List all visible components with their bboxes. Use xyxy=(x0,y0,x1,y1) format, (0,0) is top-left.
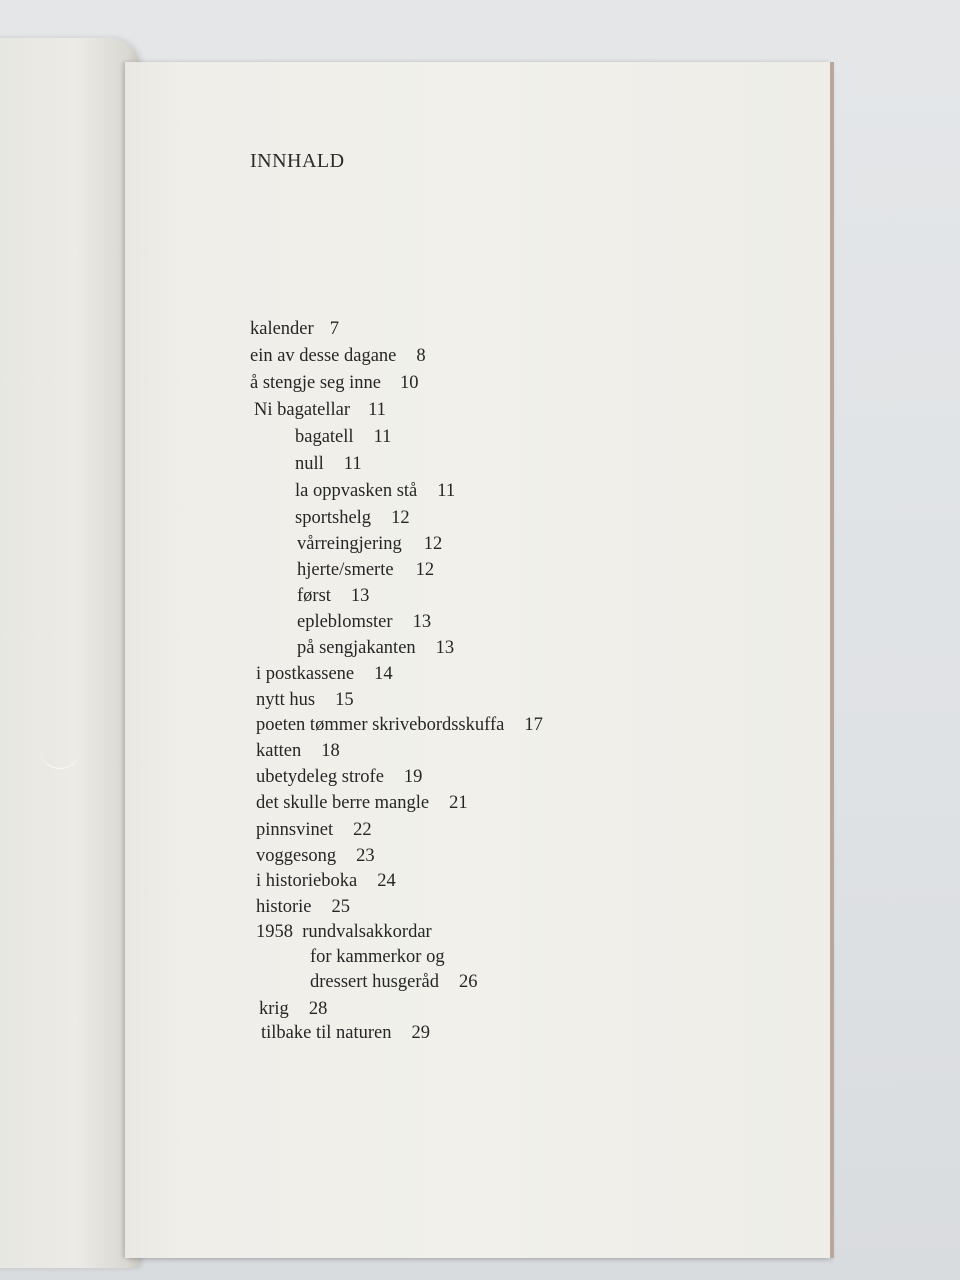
toc-entry-page: 12 xyxy=(423,534,443,554)
toc-entry xyxy=(297,585,369,607)
toc-entry-title: la oppvasken stå xyxy=(295,481,418,501)
toc-entry xyxy=(295,426,391,448)
toc-entry-title: poeten tømmer skrivebordsskuffa xyxy=(256,715,505,735)
toc-entry-title: for kammerkor og xyxy=(310,947,445,967)
toc-entry xyxy=(250,318,339,340)
toc-entry-page: 11 xyxy=(437,481,456,501)
toc-entry xyxy=(256,896,350,918)
toc-entry-page: 23 xyxy=(356,846,375,866)
toc-entry xyxy=(259,998,327,1020)
toc-entry xyxy=(295,480,455,502)
toc-entry-page: 11 xyxy=(343,454,362,474)
toc-entry xyxy=(256,663,393,685)
toc-entry-title: krig xyxy=(259,999,289,1019)
page-title: INNHALD xyxy=(250,150,345,172)
toc-entry xyxy=(256,689,354,711)
toc-entry-title: voggesong xyxy=(256,846,337,866)
toc-entry-page: 8 xyxy=(416,346,426,366)
toc-entry-page: 22 xyxy=(353,820,372,840)
toc-entry-page: 21 xyxy=(449,793,468,813)
toc-entry-title: ubetydeleg strofe xyxy=(256,767,384,787)
toc-entry-title: epleblomster xyxy=(297,612,393,632)
toc-entry-title: i postkassene xyxy=(256,664,355,684)
toc-entry-title: pinnsvinet xyxy=(256,820,334,840)
toc-entry xyxy=(295,453,362,475)
toc-entry-page: 10 xyxy=(400,373,419,393)
toc-entry-page: 15 xyxy=(335,690,354,710)
toc-entry-title: katten xyxy=(256,741,302,761)
toc-entry-page: 11 xyxy=(368,400,386,420)
toc-entry-page: 28 xyxy=(308,999,328,1019)
toc-entry-title: å stengje seg inne xyxy=(250,373,381,393)
toc-entry-page: 7 xyxy=(329,319,339,339)
toc-entry-page: 19 xyxy=(403,767,423,787)
toc-entry xyxy=(256,870,396,892)
toc-entry xyxy=(297,533,442,555)
toc-entry-page: 12 xyxy=(391,508,410,528)
toc-entry-title: tilbake til naturen xyxy=(261,1023,392,1043)
toc-entry-title: på sengjakanten xyxy=(297,638,416,658)
toc-entry-title: kalender xyxy=(250,319,314,339)
toc-entry-page: 25 xyxy=(331,897,350,917)
toc-entry-title: først xyxy=(297,586,331,606)
toc-entry xyxy=(256,792,468,814)
toc-entry-title: null xyxy=(295,454,324,474)
toc-entry-page: 13 xyxy=(435,638,455,658)
toc-entry-title: vårreingjering xyxy=(297,534,402,554)
toc-entry-title: sportshelg xyxy=(295,508,372,528)
toc-entry-title: ein av desse dagane xyxy=(250,346,397,366)
toc-entry xyxy=(250,345,426,367)
toc-entry-title: det skulle berre mangle xyxy=(256,793,430,813)
toc-entry-title: dressert husgeråd xyxy=(310,972,439,992)
toc-entry xyxy=(310,971,477,993)
toc-entry-title: bagatell xyxy=(295,427,354,447)
toc-entry-page: 14 xyxy=(374,664,393,684)
toc-entry-title: i historieboka xyxy=(256,871,358,891)
toc-entry xyxy=(256,845,375,867)
toc-entry xyxy=(297,611,431,633)
toc-entry xyxy=(256,714,543,736)
toc-entry-title: historie xyxy=(256,897,312,917)
toc-entry-page: 26 xyxy=(458,972,478,992)
toc-entry xyxy=(256,766,422,788)
toc-entry-title: hjerte/smerte xyxy=(297,560,394,580)
toc-entry xyxy=(310,946,445,968)
toc-entry-page: 24 xyxy=(377,871,396,891)
toc-entry xyxy=(295,507,410,529)
toc-entry xyxy=(256,740,340,762)
toc-entry-page: 17 xyxy=(524,715,543,735)
toc-entry-page: 13 xyxy=(412,612,432,632)
toc-entry xyxy=(250,372,419,394)
toc-entry xyxy=(254,399,386,421)
toc-entry xyxy=(297,559,434,581)
toc-entry-page: 13 xyxy=(350,586,370,606)
toc-entry-title: 1958 rundvalsakkordar xyxy=(256,922,432,942)
toc-entry xyxy=(256,921,432,943)
toc-entry-page: 11 xyxy=(373,427,392,447)
toc-entry xyxy=(261,1022,430,1044)
toc-entry xyxy=(256,819,372,841)
toc-entry-page: 12 xyxy=(415,560,435,580)
toc-entry-title: Ni bagatellar xyxy=(254,400,351,420)
toc-entry-title: nytt hus xyxy=(256,690,316,710)
toc-entry-page: 18 xyxy=(321,741,340,761)
toc-entry-page: 29 xyxy=(411,1023,430,1043)
toc-entry xyxy=(297,637,454,659)
